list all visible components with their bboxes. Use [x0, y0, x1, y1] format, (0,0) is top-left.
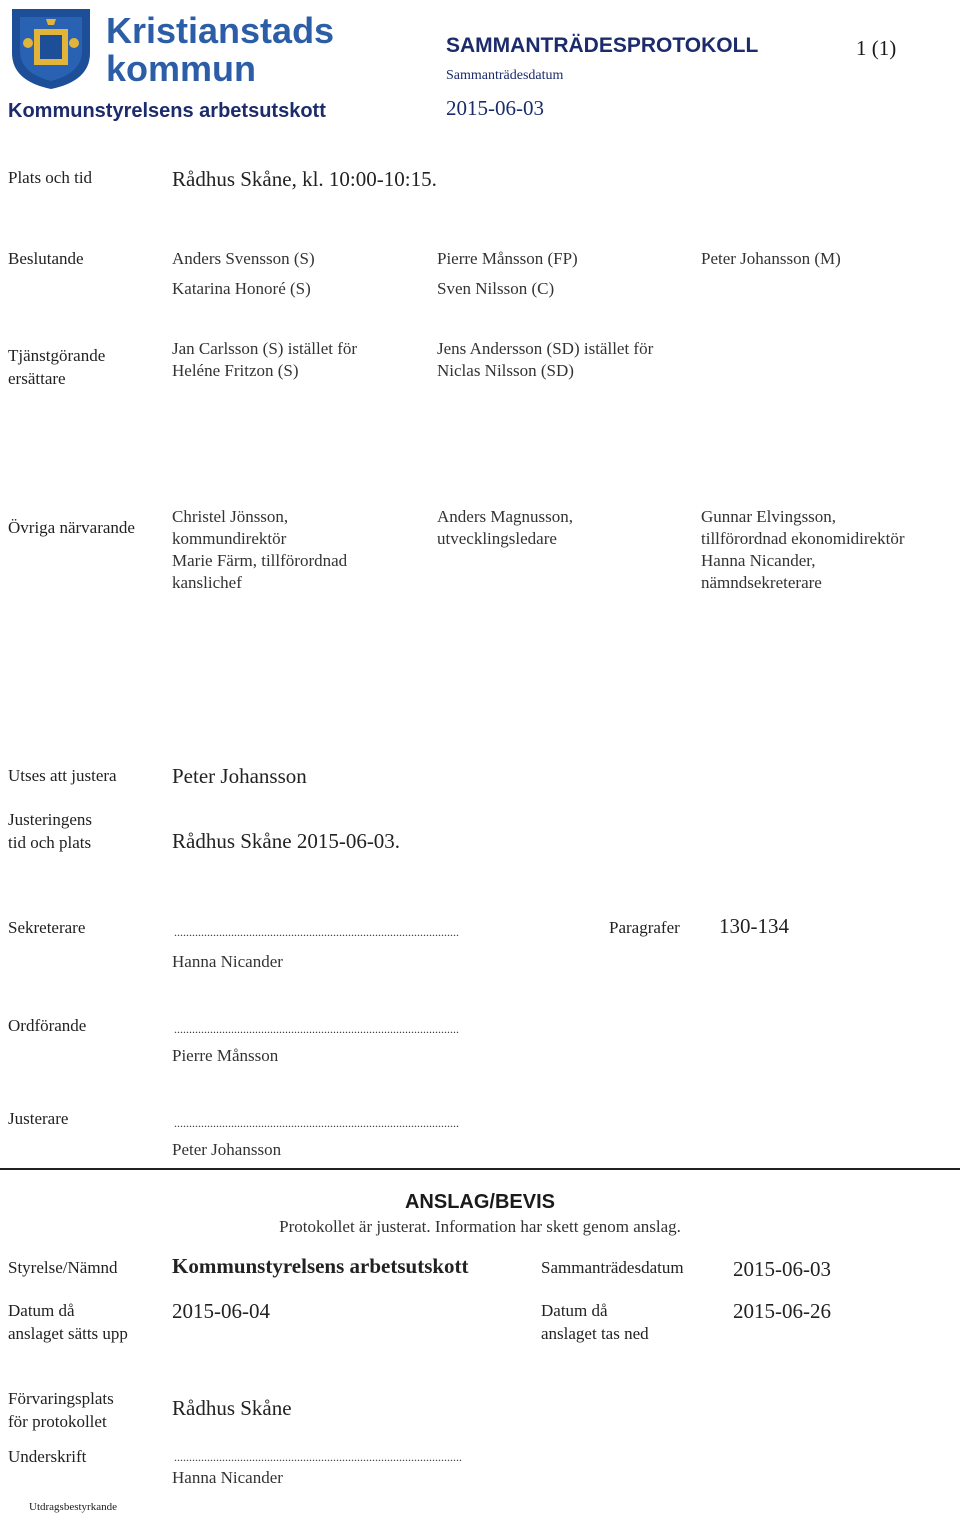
secretary-signature-line: ............................................................................................... [174, 925, 459, 939]
municipality-logo [10, 3, 335, 89]
others-line: Christel Jönsson, [172, 507, 289, 526]
others-line: utvecklingsledare [437, 529, 557, 548]
notice-meeting-date-value: 2015-06-03 [733, 1257, 831, 1281]
chair-signature-line: ............................................................................................... [174, 1022, 459, 1036]
storage-value: Rådhus Skåne [172, 1396, 292, 1420]
adjust-time-value: Rådhus Skåne 2015-06-03. [172, 829, 401, 853]
others-line: Hanna Nicander, [701, 551, 816, 570]
substitute-line: Jan Carlsson (S) istället för [172, 339, 358, 358]
substitute-line: Niclas Nilsson (SD) [437, 361, 574, 380]
body-label: Styrelse/Nämnd [8, 1258, 118, 1277]
posted-value: 2015-06-04 [172, 1299, 270, 1323]
posted-label-line2: anslaget sätts upp [8, 1324, 128, 1343]
others-column-3 [701, 506, 904, 594]
substitute-entry [437, 338, 653, 382]
adjust-time-label-line1: Justeringens [8, 810, 93, 829]
others-line: kommundirektör [172, 529, 287, 548]
signature-label: Underskrift [8, 1447, 87, 1466]
final-signature-line: ................................................................................................ [174, 1450, 462, 1464]
meeting-date-label: Sammanträdesdatum [446, 68, 564, 83]
storage-label-line1: Förvaringsplats [8, 1389, 114, 1408]
notice-meeting-date-label: Sammanträdesdatum [541, 1258, 684, 1277]
removed-label [541, 1299, 649, 1345]
chair-label: Ordförande [8, 1016, 87, 1035]
svg-text:Kristianstads: Kristianstads [106, 10, 335, 51]
substitute-entry [172, 338, 357, 382]
secretary-label: Sekreterare [8, 918, 86, 937]
removed-label-line1: Datum då [541, 1301, 608, 1320]
removed-label-line2: anslaget tas ned [541, 1324, 649, 1343]
decision-maker: Anders Svensson (S) [172, 249, 315, 268]
substitute-line: Jens Andersson (SD) istället för [437, 339, 654, 358]
substitute-line: Heléne Fritzon (S) [172, 361, 299, 380]
others-column-1 [172, 506, 347, 594]
others-line: nämndsekreterare [701, 573, 822, 592]
others-line: Anders Magnusson, [437, 507, 573, 526]
substitutes-label [8, 344, 105, 390]
decision-maker: Sven Nilsson (C) [437, 279, 555, 298]
removed-value: 2015-06-26 [733, 1299, 831, 1323]
svg-text:kommun: kommun [106, 48, 257, 89]
meeting-date-value: 2015-06-03 [446, 96, 544, 120]
document-title: SAMMANTRÄDESPROTOKOLL [446, 34, 759, 57]
adjuster-label: Utses att justera [8, 766, 117, 785]
final-signature-name: Hanna Nicander [172, 1468, 283, 1487]
paragraphs-value: 130-134 [719, 914, 789, 938]
decision-maker: Peter Johansson (M) [701, 249, 841, 268]
notice-subtitle: Protokollet är justerat. Information har skett genom anslag. [279, 1217, 681, 1236]
adjuster-signature-line: ............................................................................................... [174, 1116, 459, 1130]
storage-label-line2: för protokollet [8, 1412, 107, 1431]
notice-title: ANSLAG/BEVIS [404, 1191, 556, 1213]
coat-of-arms-icon [12, 9, 90, 89]
chair-name: Pierre Månsson [172, 1046, 279, 1065]
place-time-label: Plats och tid [8, 168, 93, 187]
others-line: Gunnar Elvingsson, [701, 507, 837, 526]
substitutes-label-line2: ersättare [8, 369, 66, 388]
page-number: 1 (1) [856, 36, 897, 60]
decision-makers-label: Beslutande [8, 249, 84, 268]
adjuster-name: Peter Johansson [172, 1140, 282, 1159]
committee-name: Kommunstyrelsens arbetsutskott [8, 100, 326, 122]
storage-label [8, 1387, 114, 1433]
paragraphs-label: Paragrafer [609, 918, 680, 937]
secretary-name: Hanna Nicander [172, 952, 283, 971]
others-line: kanslichef [172, 573, 242, 592]
adjust-time-label [8, 808, 92, 854]
decision-maker: Pierre Månsson (FP) [437, 249, 578, 268]
place-time-value: Rådhus Skåne, kl. 10:00-10:15. [172, 167, 437, 191]
substitutes-label-line1: Tjänstgörande [8, 346, 106, 365]
posted-label [8, 1299, 128, 1345]
others-line: Marie Färm, tillförordnad [172, 551, 348, 570]
others-label: Övriga närvarande [8, 518, 135, 537]
others-line: tillförordnad ekonomidirektör [701, 529, 905, 548]
adjust-time-label-line2: tid och plats [8, 833, 92, 852]
adjuster-value: Peter Johansson [172, 764, 307, 788]
body-value: Kommunstyrelsens arbetsutskott [172, 1254, 469, 1278]
section-divider [0, 1168, 960, 1170]
others-column-2 [437, 506, 573, 550]
adjuster-sign-label: Justerare [8, 1109, 69, 1128]
decision-maker: Katarina Honoré (S) [172, 279, 311, 298]
posted-label-line1: Datum då [8, 1301, 75, 1320]
footer-label: Utdragsbestyrkande [29, 1501, 117, 1513]
